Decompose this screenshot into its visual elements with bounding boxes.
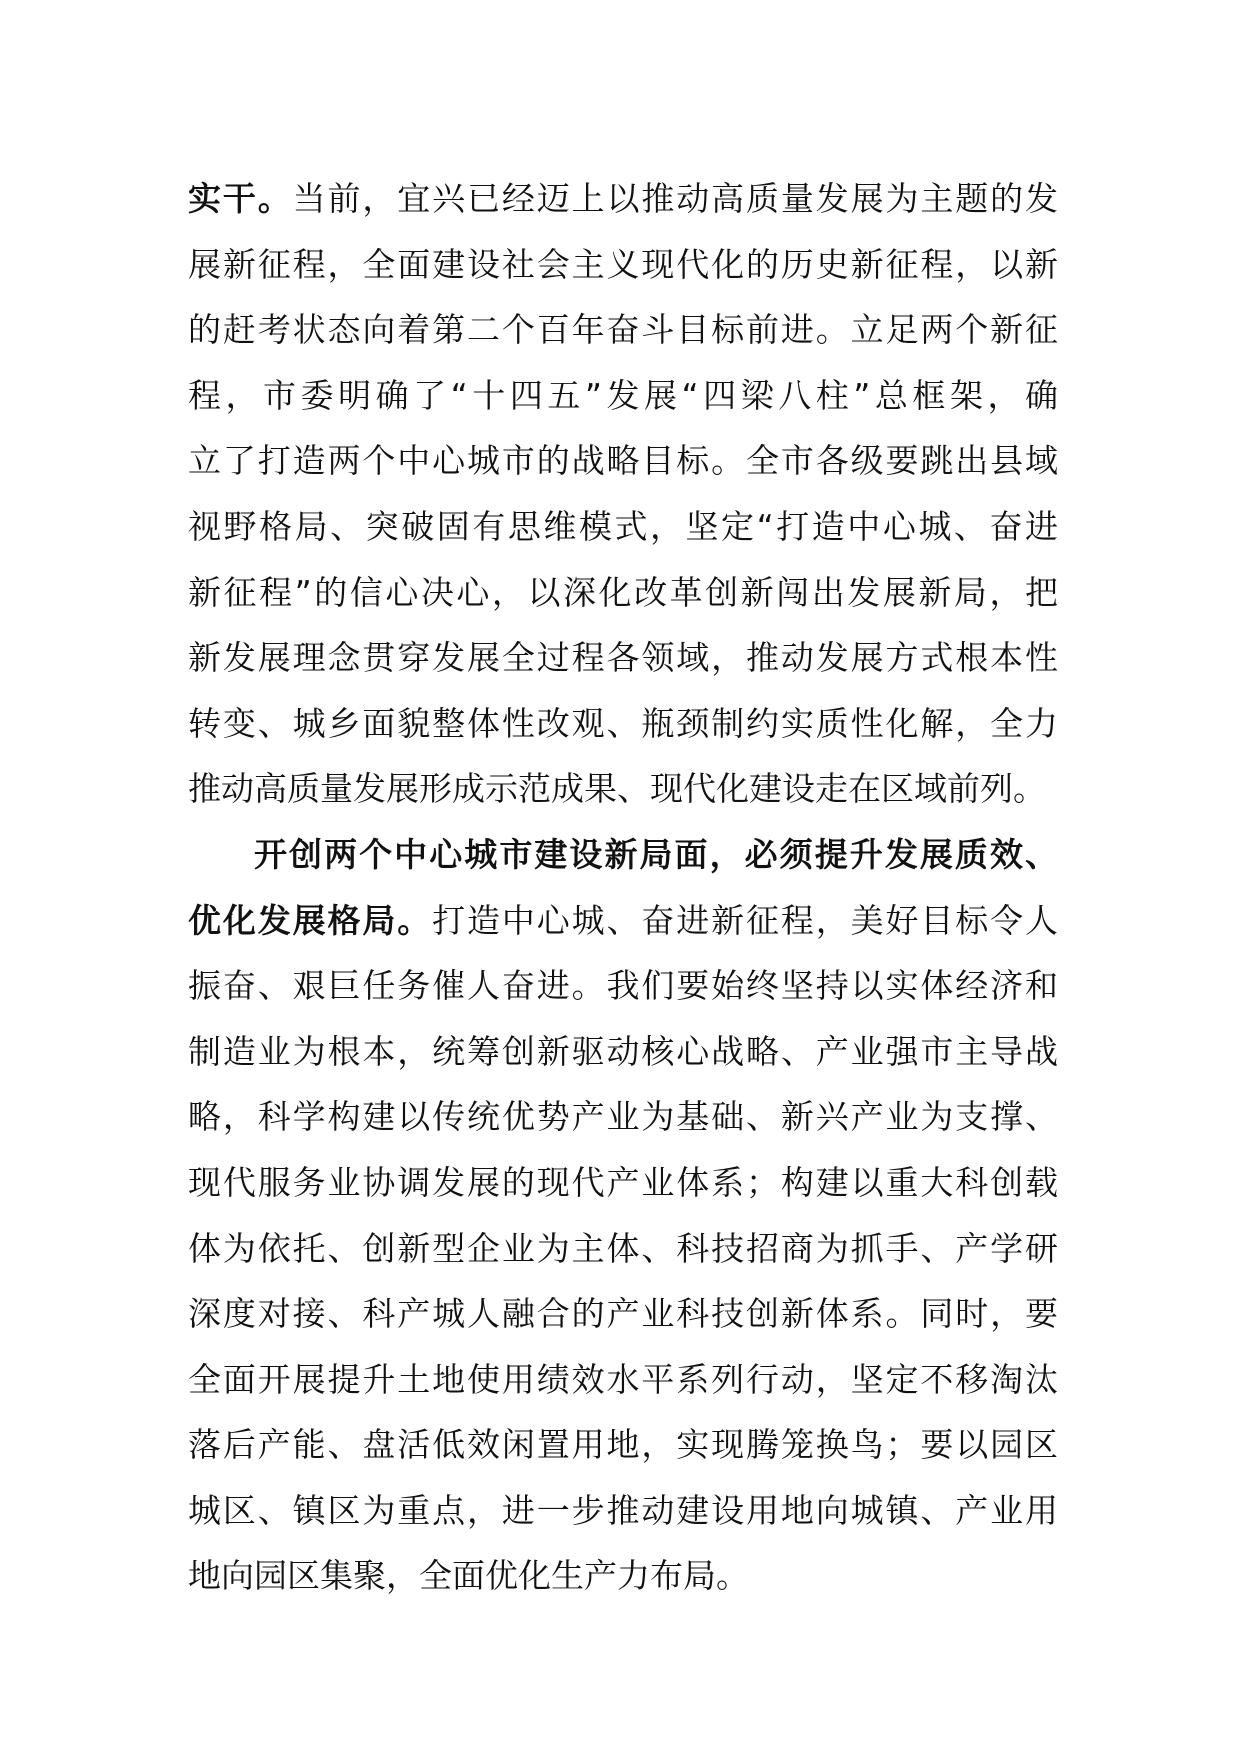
body-text: 当前，宜兴已经迈上以推动高质量发展为主题的发 <box>292 179 1058 218</box>
paragraph-line <box>188 888 1058 954</box>
paragraph-heading-line: 开创两个中心城市建设新局面，必须提升发展质效、 <box>254 834 1058 874</box>
paragraph-line <box>188 166 1058 232</box>
paragraph-line: 深度对接、科产城人融合的产业科技创新体系。同时，要 <box>188 1294 1058 1334</box>
paragraph-line: 程，市委明确了“十四五”发展“四梁八柱”总框架，确 <box>188 375 1058 415</box>
paragraph-line: 城区、镇区为重点，进一步推动建设用地向城镇、产业用 <box>188 1490 1058 1530</box>
paragraph-line: 新征程”的信心决心，以深化改革创新闯出发展新局，把 <box>188 572 1058 612</box>
paragraph-line: 振奋、艰巨任务催人奋进。我们要始终坚持以实体经济和 <box>188 966 1058 1006</box>
paragraph-line: 地向园区集聚，全面优化生产力布局。 <box>188 1556 749 1596</box>
body-text: 打造中心城、奋进新征程，美好目标令人 <box>432 900 1058 940</box>
paragraph-line: 视野格局、突破固有思维模式，坚定“打造中心城、奋进 <box>188 506 1058 546</box>
paragraph-2 <box>188 822 1058 1609</box>
paragraph-line: 新发展理念贯穿发展全过程各领域，推动发展方式根本性 <box>188 638 1058 678</box>
document-body <box>188 166 1058 1609</box>
paragraph-line: 体为依托、创新型企业为主体、科技招商为抓手、产学研 <box>188 1228 1058 1268</box>
bold-lead-text: 优化发展格局。 <box>188 900 433 940</box>
paragraph-line: 转变、城乡面貌整体性改观、瓶颈制约实质性化解，全力 <box>188 703 1058 743</box>
bold-lead-text: 实干。 <box>188 179 293 218</box>
paragraph-line: 全面开展提升土地使用绩效水平系列行动，坚定不移淘汰 <box>188 1359 1058 1399</box>
paragraph-line: 立了打造两个中心城市的战略目标。全市各级要跳出县域 <box>188 441 1058 481</box>
paragraph-line: 落后产能、盘活低效闲置用地，实现腾笼换鸟；要以园区 <box>188 1425 1058 1465</box>
paragraph-line: 推动高质量发展形成示范成果、现代化建设走在区域前列。 <box>188 769 1046 809</box>
paragraph-line: 制造业为根本，统筹创新驱动核心战略、产业强市主导战 <box>188 1031 1058 1071</box>
paragraph-1 <box>188 166 1058 822</box>
paragraph-line: 现代服务业协调发展的现代产业体系；构建以重大科创载 <box>188 1162 1058 1202</box>
paragraph-line: 展新征程，全面建设社会主义现代化的历史新征程，以新 <box>188 244 1058 284</box>
paragraph-line: 的赶考状态向着第二个百年奋斗目标前进。立足两个新征 <box>188 310 1058 350</box>
paragraph-line: 略，科学构建以传统优势产业为基础、新兴产业为支撑、 <box>188 1097 1058 1137</box>
